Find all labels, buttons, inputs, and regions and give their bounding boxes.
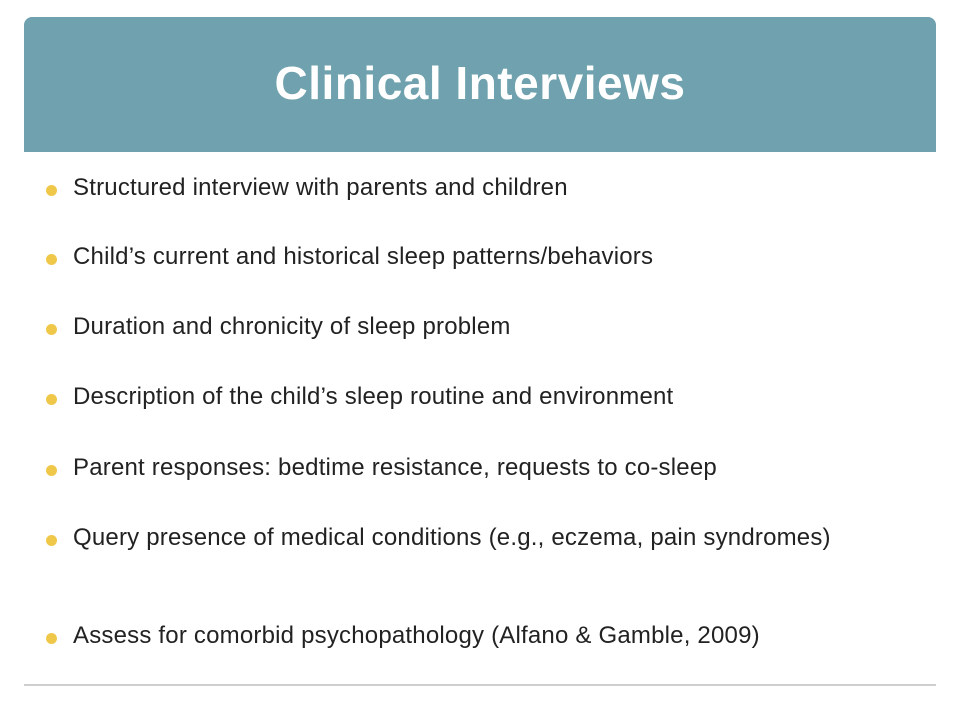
bullet-text: Assess for comorbid psychopathology (Alfano & Gamble, 2009)	[73, 622, 760, 649]
title-band	[24, 17, 936, 152]
footer-divider	[24, 684, 936, 686]
bullet-text: Query presence of medical conditions (e.g., eczema, pain syndromes)	[73, 524, 831, 551]
bullet-text: Child’s current and historical sleep patterns/behaviors	[73, 243, 654, 270]
slide-title: Clinical Interviews	[274, 56, 686, 109]
bullet-marker-icon	[46, 633, 57, 644]
bullet-marker-icon	[46, 185, 57, 196]
bullet-text: Description of the child’s sleep routine and environment	[73, 383, 674, 410]
bullet-marker-icon	[46, 254, 57, 265]
bullet-marker-icon	[46, 465, 57, 476]
bullet-marker-icon	[46, 394, 57, 405]
bullet-marker-icon	[46, 535, 57, 546]
bullet-text: Parent responses: bedtime resistance, requests to co-sleep	[73, 454, 717, 481]
bullet-text: Duration and chronicity of sleep problem	[73, 313, 511, 340]
bullet-text: Structured interview with parents and children	[73, 174, 568, 201]
bullet-marker-icon	[46, 324, 57, 335]
